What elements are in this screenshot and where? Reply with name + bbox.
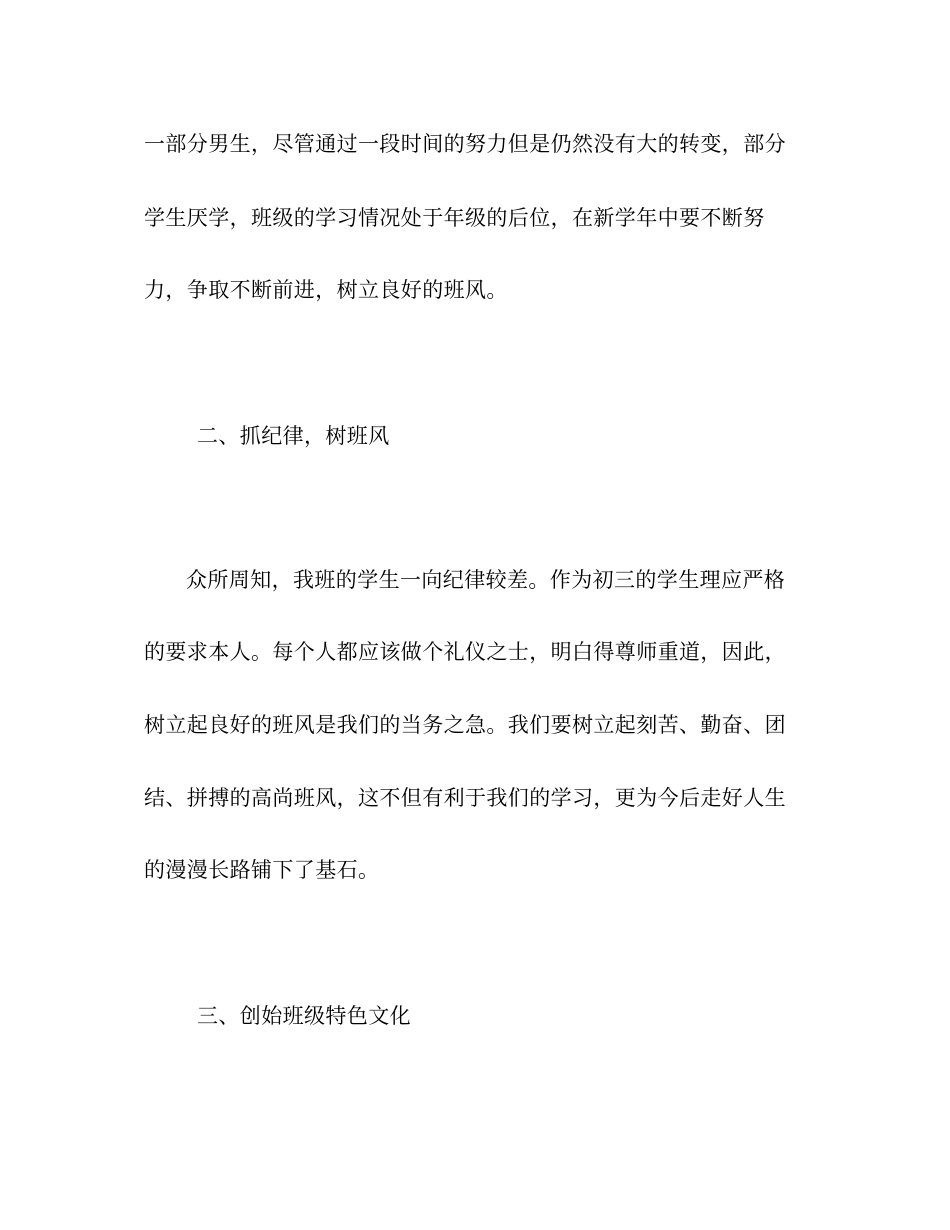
paragraph-1-line-3: 力，争取不断前进，树立良好的班风。 — [144, 278, 508, 302]
section-heading-2: 二、抓纪律，树班风 — [197, 424, 390, 448]
paragraph-2-line-3: 树立起良好的班风是我们的当务之急。我们要树立起刻苦、勤奋、团 — [144, 713, 786, 737]
section-heading-3: 三、创始班级特色文化 — [197, 1004, 411, 1028]
paragraph-1-line-2: 学生厌学，班级的学习情况处于年级的后位，在新学年中要不断努 — [144, 206, 765, 230]
paragraph-2-line-2: 的要求本人。每个人都应该做个礼仪之士，明白得尊师重道，因此， — [144, 640, 786, 664]
paragraph-2-line-4: 结、拼搏的高尚班风，这不但有利于我们的学习，更为今后走好人生 — [144, 786, 786, 810]
paragraph-2-line-5: 的漫漫长路铺下了基石。 — [144, 858, 380, 882]
paragraph-1-line-1: 一部分男生，尽管通过一段时间的努力但是仍然没有大的转变，部分 — [144, 132, 786, 156]
paragraph-2-line-1: 众所周知，我班的学生一向纪律较差。作为初三的学生理应严格 — [186, 568, 786, 592]
